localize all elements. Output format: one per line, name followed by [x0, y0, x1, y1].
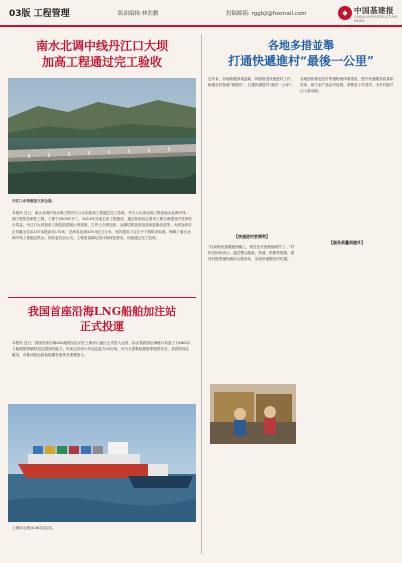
page-label: 03版 工程管理 [9, 9, 70, 19]
express-photo-image [210, 384, 296, 444]
logo-icon: ◆ [338, 6, 352, 20]
left-section-rule [8, 297, 196, 298]
page-header [0, 0, 402, 26]
article-dam-title-line2: 加高工程通过完工验收 [41, 55, 162, 69]
logo-text: 中国基建报 [354, 6, 394, 15]
express-photo [210, 384, 296, 444]
dam-photo-caption: 丹江口水利枢纽大坝全景。 [12, 199, 56, 203]
article-express [208, 38, 394, 69]
article-lng-title-line1: 我国首座沿海LNG船舶加注站 [27, 305, 177, 318]
article-lng [12, 304, 192, 334]
article-express-subhead2: 【服务质量再提升】 [329, 240, 365, 245]
dam-photo-image [8, 78, 196, 194]
article-express-body2: “以前取快递要跑到镇上，现在在村里就能取件了。”村民们纷纷表示。通过整合邮政、快递、供销等资源，建设村级寄递物流综合服务站，实现快递服务村村通。 [208, 245, 295, 262]
submission-email: 投稿邮箱: rggbjl@foxmail.com [226, 11, 307, 17]
article-express-title-line1: 各地多措並舉 [268, 39, 334, 52]
article-dam-body: 本报讯 近日，南水北调中线水源工程丹江口大坝加高工程通过完工验收。丹江口大坝加高工程是南水北调中线一期工程的控制性工程，工程于2005年开工，2013年完成主体工程建设，通过验收标志着该工程全面建成并发挥综合效益。丹江口大坝加高工程包括混凝土坝加高、左岸土石坝加高、金属结构及机电设备更新改造等。大坝加高后正常蓄水位由157米提高至170米，总库容达到319.5亿立方米，有效提高了汉江中下游防洪标准，保障了南水北调中线工程稳定供水。验收委员会认为，工程质量满足设计和规范要求，同意通过完工验收。 [12, 211, 192, 240]
lng-photo-caption: 上海洋山港区LNG加注站。 [12, 526, 56, 530]
article-dam-title-line1: 南水北调中线丹江口大坝 [35, 39, 168, 53]
column-divider [201, 34, 202, 554]
logo-subtext: CHINA INFRASTRUCTURE NEWS [354, 15, 398, 23]
header-rule [0, 25, 402, 27]
lng-caption-wrap [12, 526, 192, 532]
article-lng-title-line2: 正式投運 [80, 320, 124, 333]
lng-photo [8, 404, 196, 522]
newspaper-logo [338, 4, 398, 24]
article-express-body: 近年来，各地积极探索创新，持续推进快递进村工作，畅通农村物流“微循环”，打通快递进村“最后一公里”。 [208, 77, 295, 88]
editor-credit: 版面编辑:林浩鹏 [118, 11, 159, 17]
article-express-subhead1: 【快递进村更便利】 [234, 234, 270, 239]
article-express-title-line2: 打通快遞進村“最後一公里” [228, 54, 374, 68]
article-express-body3: 各地加快推进农村寄递物流体系建设，提升快递服务质量和效率，助力农产品出村进城、消费品下乡进村，为乡村振兴注入新动能。 [300, 77, 394, 94]
article-lng-body: 本报讯 近日，我国首座沿海LNG船舶加注站在上海洋山港区正式投入运营，标志着我国沿海港口具备了为LNG动力船舶提供燃料加注服务的能力。该加注站设计年加注能力20万吨，可为大型集装箱船等提供安全、高效的加注服务，对推动航运绿色低碳发展具有重要意义。 [12, 341, 190, 358]
article-dam [12, 38, 192, 70]
dam-photo [8, 78, 196, 194]
lng-photo-image [8, 404, 196, 522]
dam-photo-caption-wrap [12, 199, 192, 205]
